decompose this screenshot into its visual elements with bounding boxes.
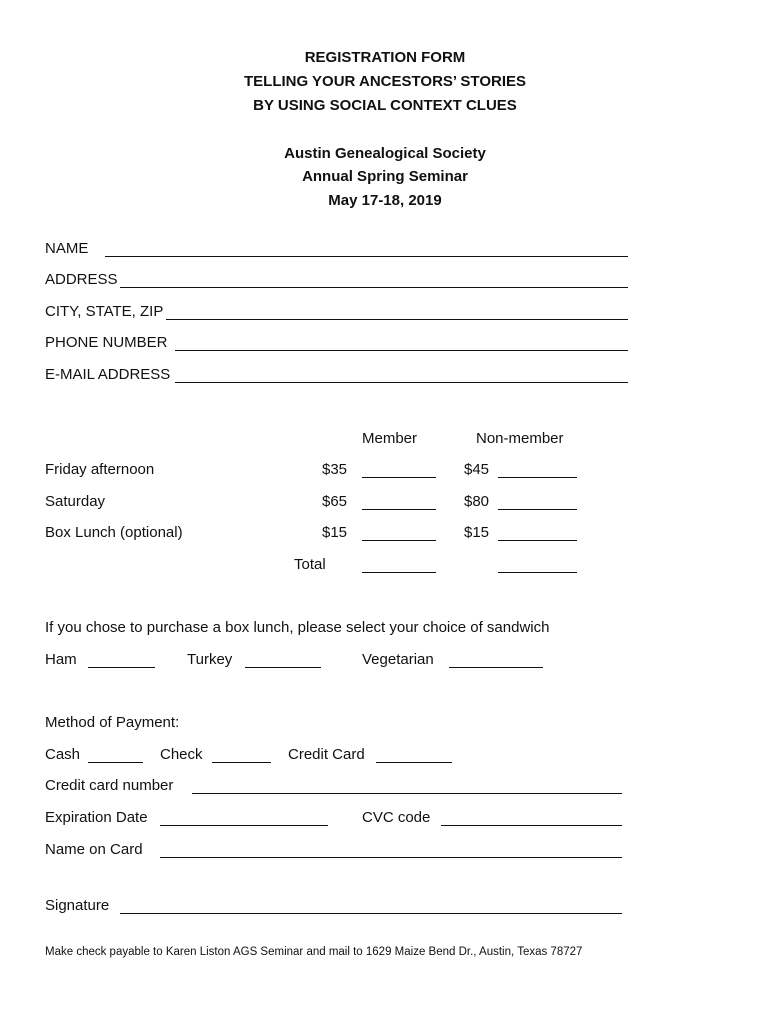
member-price: $35 [322, 461, 348, 478]
email-field[interactable] [175, 382, 628, 383]
ham-field[interactable] [88, 667, 155, 668]
city-state-zip-label: CITY, STATE, ZIP [45, 303, 164, 320]
fee-row-label: Saturday [45, 493, 106, 510]
member-column-header: Member [362, 430, 418, 447]
total-label: Total [294, 556, 326, 573]
form-title: REGISTRATION FORM [304, 49, 466, 66]
nonmember-price: $80 [464, 493, 490, 510]
name-field[interactable] [105, 256, 628, 257]
name-label: NAME [45, 240, 89, 257]
seminar-title-line-2: BY USING SOCIAL CONTEXT CLUES [253, 97, 517, 114]
expiration-label: Expiration Date [45, 809, 148, 826]
nonmember-price: $45 [464, 461, 490, 478]
nonmember-total-field[interactable] [498, 572, 577, 573]
nonmember-quantity-field[interactable] [498, 477, 577, 478]
address-label: ADDRESS [45, 271, 118, 288]
member-price: $65 [322, 493, 348, 510]
check-label: Check [160, 746, 203, 763]
phone-field[interactable] [175, 350, 628, 351]
member-quantity-field[interactable] [362, 509, 436, 510]
vegetarian-label: Vegetarian [362, 651, 434, 668]
member-quantity-field[interactable] [362, 477, 436, 478]
card-number-label: Credit card number [45, 777, 174, 794]
fee-row-label: Box Lunch (optional) [45, 524, 183, 541]
check-field[interactable] [212, 762, 271, 763]
cvc-label: CVC code [362, 809, 431, 826]
turkey-field[interactable] [245, 667, 321, 668]
event-name: Annual Spring Seminar [302, 168, 468, 185]
address-field[interactable] [120, 287, 628, 288]
organization-name: Austin Genealogical Society [284, 145, 486, 162]
payment-method-title: Method of Payment: [45, 714, 180, 731]
member-quantity-field[interactable] [362, 540, 436, 541]
vegetarian-field[interactable] [449, 667, 543, 668]
nonmember-quantity-field[interactable] [498, 540, 577, 541]
nonmember-quantity-field[interactable] [498, 509, 577, 510]
phone-label: PHONE NUMBER [45, 334, 168, 351]
cash-field[interactable] [88, 762, 143, 763]
signature-field[interactable] [120, 913, 622, 914]
ham-label: Ham [45, 651, 77, 668]
expiration-field[interactable] [160, 825, 328, 826]
fee-row-label: Friday afternoon [45, 461, 155, 478]
member-price: $15 [322, 524, 348, 541]
seminar-title-line-1: TELLING YOUR ANCESTORS’ STORIES [244, 73, 526, 90]
signature-label: Signature [45, 897, 110, 914]
email-label: E-MAIL ADDRESS [45, 366, 171, 383]
cvc-field[interactable] [441, 825, 622, 826]
nonmember-price: $15 [464, 524, 490, 541]
name-on-card-label: Name on Card [45, 841, 143, 858]
name-on-card-field[interactable] [160, 857, 622, 858]
mailing-instructions: Make check payable to Karen Liston AGS Seminar and mail to 1629 Maize Bend Dr., Austin, Texas 78727 [45, 946, 583, 958]
city-state-zip-field[interactable] [166, 319, 628, 320]
lunch-prompt: If you chose to purchase a box lunch, please select your choice of sandwich [45, 619, 550, 636]
event-date: May 17-18, 2019 [328, 192, 442, 209]
nonmember-column-header: Non-member [476, 430, 564, 447]
credit-card-field[interactable] [376, 762, 452, 763]
cash-label: Cash [45, 746, 81, 763]
turkey-label: Turkey [187, 651, 233, 668]
card-number-field[interactable] [192, 793, 622, 794]
credit-card-label: Credit Card [288, 746, 365, 763]
member-total-field[interactable] [362, 572, 436, 573]
